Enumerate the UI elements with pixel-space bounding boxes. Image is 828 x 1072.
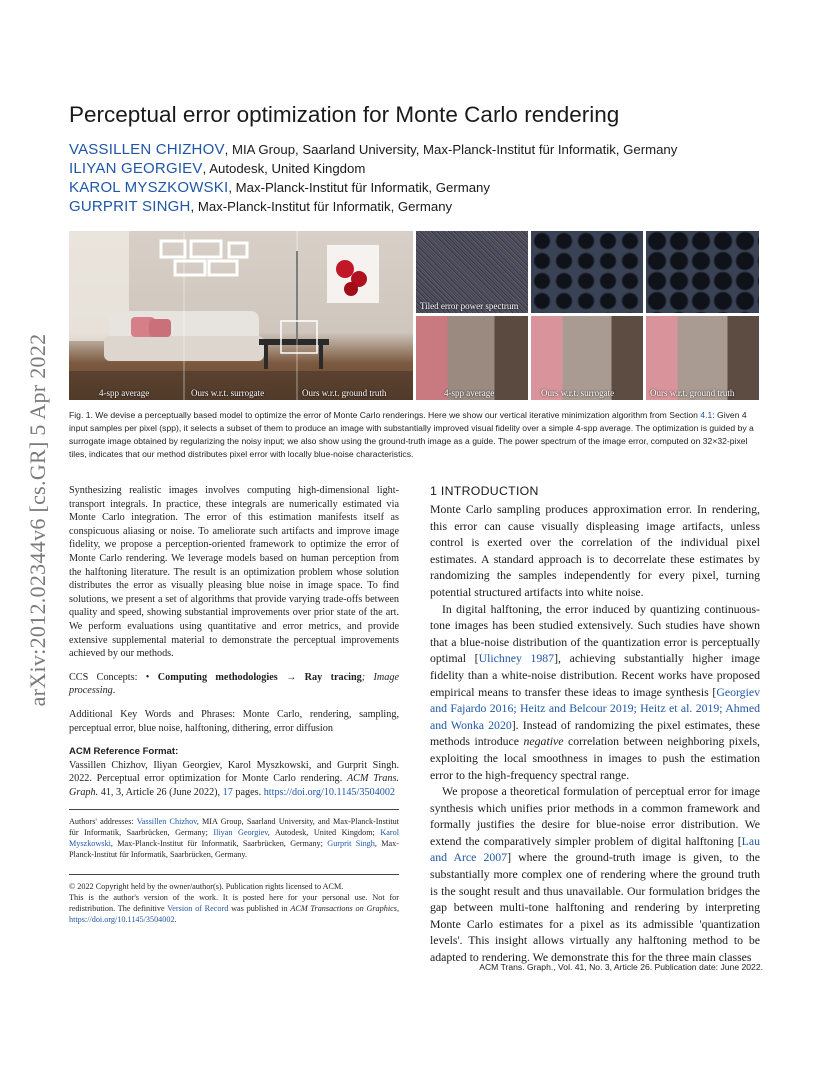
acm-ref-doi-link[interactable]: https://doi.org/10.1145/3504002 xyxy=(263,786,396,798)
teaser-figure xyxy=(69,231,759,400)
address-link-myszkowski[interactable]: Karol Myszkowski xyxy=(69,828,400,849)
author-name-2[interactable]: ILIYAN GEORGIEV xyxy=(69,160,203,177)
arxiv-id[interactable]: arXiv:2012.02344v6 [cs.GR] 5 Apr 2022 xyxy=(25,333,50,707)
inset-label-2: Ours w.r.t. surrogate xyxy=(541,388,615,398)
main-label-2: Ours w.r.t. surrogate xyxy=(191,388,265,398)
author-name-1[interactable]: VASSILLEN CHIZHOV xyxy=(69,141,225,158)
page-footer: ACM Trans. Graph., Vol. 41, No. 3, Article 26. Publication date: June 2022. xyxy=(479,962,763,972)
keywords: Additional Key Words and Phrases: Monte Carlo, rendering, sampling, perceptual error, blue noise, halftoning, dithering, error diffusion xyxy=(69,708,399,734)
author-addresses: Authors' addresses: Vassillen Chizhov, MIA Group, Saarland University, and Max-Planck-Institut für Informatik, Saarbrücken, Germany; Iliyan Georgiev, Autodesk, United Kingdom; Karol Myszkowski, Max-Planck-Institut für Informatik, Saarbrücken, Germany; Gurprit Singh, Max-Planck-Institut für Informatik, Saarbrücken, Germany. xyxy=(69,817,400,860)
divider xyxy=(69,809,399,810)
author-affiliation-1: , MIA Group, Saarland University, Max-Planck-Institut für Informatik, Germany xyxy=(224,142,678,157)
author-name-4[interactable]: GURPRIT SINGH xyxy=(69,198,191,215)
author-name-3[interactable]: KAROL MYSZKOWSKI xyxy=(69,179,229,196)
version-of-record-link[interactable]: Version of Record xyxy=(167,904,229,914)
ref-prior-works[interactable]: Georgiev and Fajardo 2016; Heitz and Belcour 2019; Heitz et al. 2019; Ahmed and Wonka 2020 xyxy=(430,684,760,732)
paper-title: Perceptual error optimization for Monte Carlo rendering xyxy=(69,102,620,127)
address-link-georgiev[interactable]: Iliyan Georgiev xyxy=(213,828,268,838)
living-room-scene xyxy=(69,231,413,400)
acm-reference-heading: ACM Reference Format: xyxy=(69,746,179,758)
section-link[interactable]: 4.1 xyxy=(700,410,713,420)
author-affiliation-4: , Max-Planck-Institut für Informatik, Germany xyxy=(190,199,453,214)
spectrum-surrogate xyxy=(531,231,643,313)
inset-label-1: 4-spp average xyxy=(444,388,495,398)
ref-lau-arce[interactable]: Lau and Arce 2007 xyxy=(430,833,760,865)
abstract: Synthesizing realistic images involves computing high-dimensional light-transport integrals. In practice, these integrals are numerically estimated via Monte Carlo integration. The error of this estimation manifests itself as conspicuous aliasing or noise. To ameliorate such artifacts and improve image fidelity, we propose a perception-oriented framework to optimize the error of Monte Carlo rendering. We leverage models based on human perception from the halftoning literature. The result is an optimization problem whose solution distributes the error as visually pleasing blue noise in image space. To find solutions, we present a set of algorithms that provide varying trade-offs between quality and speed, showing substantial improvements over prior state of the art. We perform evaluations using quantitative and error metrics, and provide extensive supplemental material to demonstrate the perceptual improvements achieved by our methods. xyxy=(69,485,399,660)
author-affiliation-3: , Max-Planck-Institut für Informatik, Germany xyxy=(228,180,490,195)
figure-caption: Fig. 1. We devise a perceptually based model to optimize the error of Monte Carlo renderings. Here we show our vertical iterative minimization algorithm from Section 4.1: Given 4 input samples per pixel (spp), it selects a subset of them to produce an image with substantially improved visual fidelity over a simple 4-spp average. The optimization is guided by a surrogate image obtained by regularizing the noisy input; we also show using the ground-truth image as a guide. The power spectrum of the image error, computed on 32×32-pixel tiles, indicates that our method distributes pixel error with locally blue-noise characteristics. xyxy=(69,410,754,460)
main-label-3: Ours w.r.t. ground truth xyxy=(302,388,387,398)
pages-link[interactable]: 17 xyxy=(222,786,233,798)
intro-paragraph-1: Monte Carlo sampling produces approximation error. In rendering, this error can cause visually displeasing image artifacts, unless control is exerted over the correlation of the individual pixel estimates. A standard approach is to decorrelate these estimates by randomizing the samples independently for every pixel, turning potential structured artifacts into white noise. xyxy=(430,502,760,599)
divider xyxy=(69,874,399,875)
author-line-1 xyxy=(69,141,789,158)
address-link-chizhov[interactable]: Vassillen Chizhov xyxy=(136,817,197,827)
left-column xyxy=(69,484,399,935)
author-line-3 xyxy=(69,179,789,196)
intro-paragraph-3: We propose a theoretical formulation of perceptual error for image synthesis which unifies prior methods in a common framework and formally justifies the desire for blue-noise error distribution. We extend the comparatively simpler problem of digital halftoning [Lau and Arce 2007] where the ground-truth image is given, to the substantially more complex one of rendering where the ground truth is the sought result and thus unavailable. Our formulation bridges the gap between multi-tone halftoning and rendering by interpreting Monte Carlo estimates for a pixel as its admissible 'quantization levels'. This insight allows virtually any halftoning method to be adapted to rendering. We demonstrate this for the three main classes xyxy=(430,784,760,965)
section-heading: 1 INTRODUCTION xyxy=(430,484,539,498)
main-render-image xyxy=(69,231,413,400)
copyright: © 2022 Copyright held by the owner/author(s). Publication rights licensed to ACM. This is the author's version of the work. It is posted here for your personal use. Not for redistribution. The definitive Version of Record was published in ACM Transactions on Graphics, https://doi.org/10.1145/3504002. xyxy=(69,882,399,925)
zoom-ground-truth xyxy=(646,316,759,400)
main-label-1: 4-spp average xyxy=(99,388,150,398)
arxiv-stamp xyxy=(18,290,58,750)
right-column xyxy=(430,484,760,966)
ccs-concepts: CCS Concepts: • Computing methodologies → Ray tracing; Image processing. xyxy=(69,671,400,697)
intro-paragraph-2: In digital halftoning, the error induced by quantizing continuous-tone images has been studied extensively. Such studies have shown that a blue-noise distribution of the quantization error is perceptually optimal [Ulichney 1987], achieving substantially higher image fidelity than a white-noise distribution. Recent works have proposed empirical means to transfer these ideas to image synthesis [Georgiev and Fajardo 2016; Heitz and Belcour 2019; Heitz et al. 2019; Ahmed and Wonka 2020]. Instead of randomizing the pixel estimates, these methods introduce negative correlation between neighboring pixels, exploiting the local smoothness in images to push the estimation error to the high-frequency spectral range. xyxy=(430,601,760,782)
copyright-doi-link[interactable]: https://doi.org/10.1145/3504002 xyxy=(69,915,175,925)
spectrum-label: Tiled error power spectrum xyxy=(420,301,519,311)
author-line-4 xyxy=(69,198,789,215)
address-link-singh[interactable]: Gurprit Singh xyxy=(327,839,375,849)
zoom-surrogate xyxy=(531,316,643,400)
author-affiliation-2: , Autodesk, United Kingdom xyxy=(202,161,366,176)
author-line-2 xyxy=(69,160,789,177)
spectrum-ground-truth xyxy=(646,231,759,313)
zoom-4spp xyxy=(416,316,528,400)
ref-ulichney[interactable]: Ulichney 1987 xyxy=(478,651,555,666)
acm-reference: ACM Reference Format: Vassillen Chizhov, Iliyan Georgiev, Karol Myszkowski, and Gurprit Singh. 2022. Perceptual error optimization for Monte Carlo rendering. ACM Trans. Graph. 41, 3, Article 26 (June 2022), 17 pages. https://doi.org/10.1145/3504002 xyxy=(69,746,399,798)
spectrum-white-noise xyxy=(416,231,528,313)
inset-label-3: Ours w.r.t. ground truth xyxy=(650,388,735,398)
